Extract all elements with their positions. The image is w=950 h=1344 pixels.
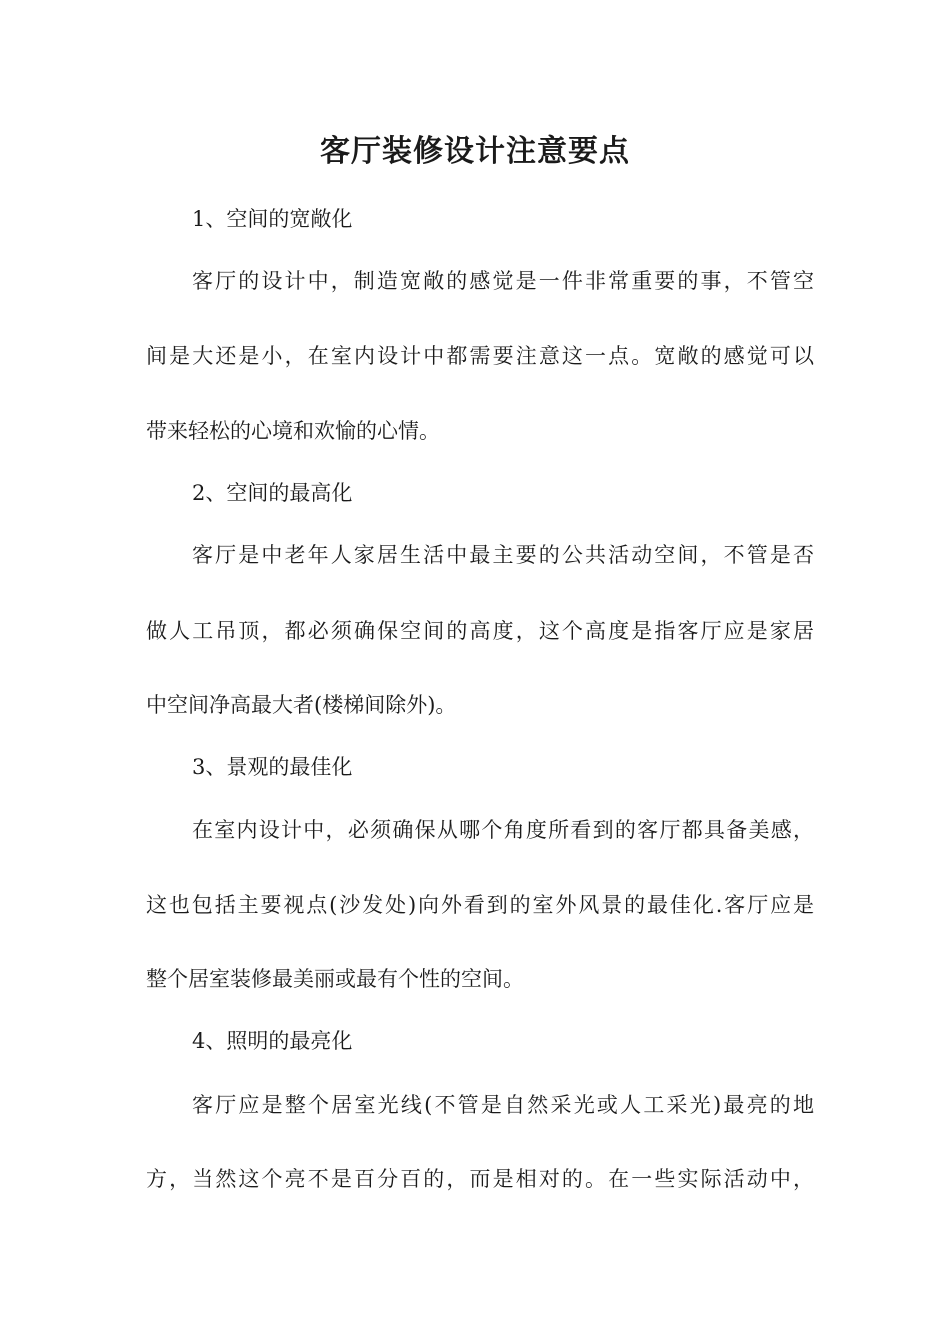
paragraph-line: 客厅应是整个居室光线(不管是自然采光或人工采光)最亮的地 [192, 1093, 814, 1117]
paragraph-line: 中空间净高最大者(楼梯间除外)。 [146, 693, 457, 717]
section-heading-4: 4、照明的最亮化 [192, 1029, 353, 1053]
paragraph-line: 客厅是中老年人家居生活中最主要的公共活动空间，不管是否 [192, 543, 814, 567]
paragraph-line: 方，当然这个亮不是百分百的，而是相对的。在一些实际活动中， [146, 1167, 814, 1191]
paragraph-line: 带来轻松的心境和欢愉的心情。 [146, 419, 440, 443]
section-heading-3: 3、景观的最佳化 [192, 755, 353, 779]
paragraph-line: 间是大还是小，在室内设计中都需要注意这一点。宽敞的感觉可以 [146, 344, 814, 368]
section-heading-1: 1、空间的宽敞化 [192, 207, 353, 231]
paragraph-line: 在室内设计中，必须确保从哪个角度所看到的客厅都具备美感， [192, 818, 814, 842]
paragraph-line: 这也包括主要视点(沙发处)向外看到的室外风景的最佳化.客厅应是 [146, 893, 814, 917]
paragraph-line: 客厅的设计中，制造宽敞的感觉是一件非常重要的事，不管空 [192, 269, 814, 293]
section-heading-2: 2、空间的最高化 [192, 481, 353, 505]
paragraph-line: 整个居室装修最美丽或最有个性的空间。 [146, 967, 524, 991]
paragraph-line: 做人工吊顶，都必须确保空间的高度，这个高度是指客厅应是家居 [146, 619, 814, 643]
document-title: 客厅装修设计注意要点 [320, 134, 630, 169]
